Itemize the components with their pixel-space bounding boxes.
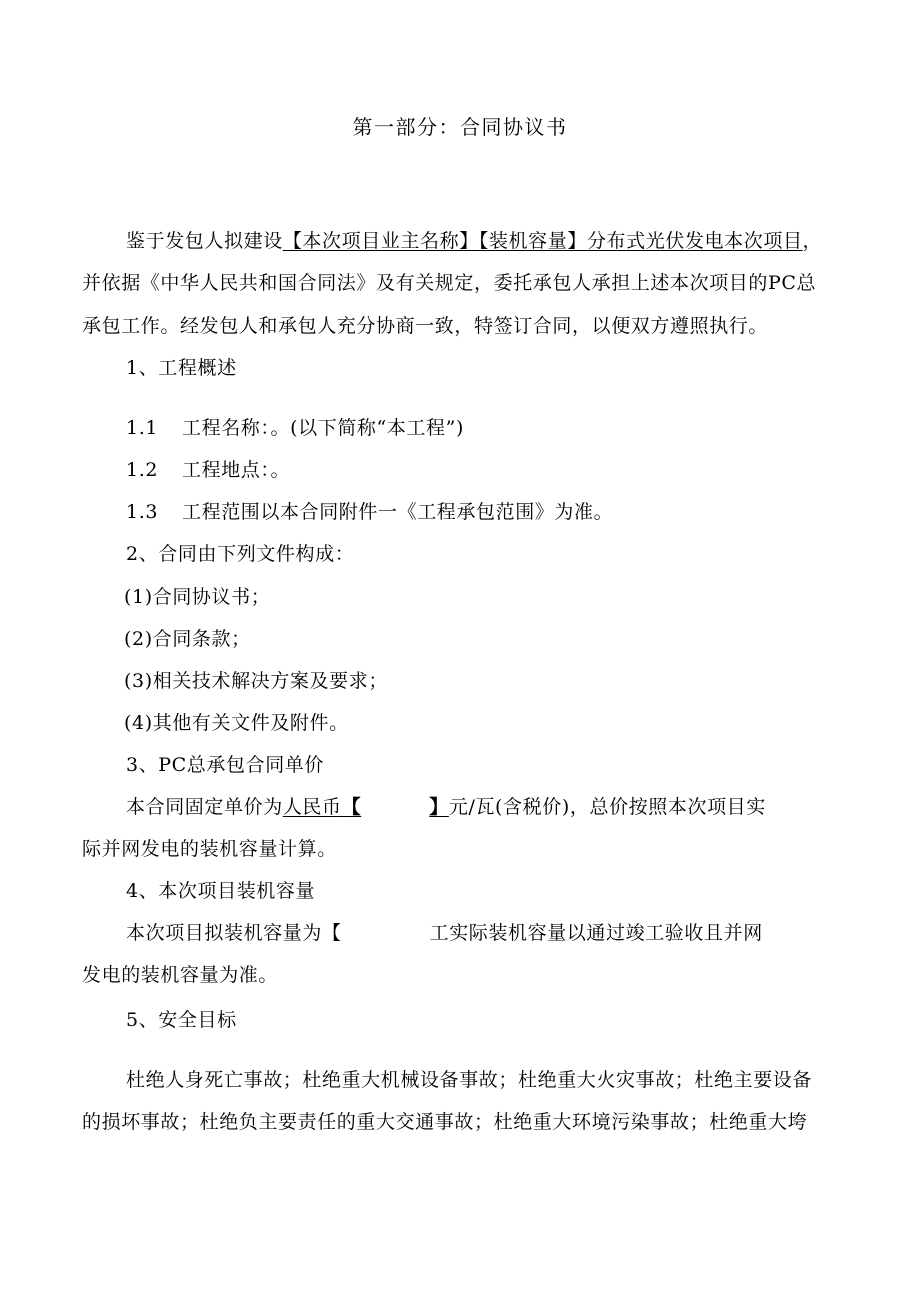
intro-project: 分布式光伏发电本次项目 bbox=[586, 230, 803, 252]
intro-line-1 bbox=[126, 229, 822, 253]
page-title: 第一部分：合同协议书 bbox=[352, 115, 568, 139]
intro-capacity: 【装机容量】 bbox=[478, 230, 587, 252]
price-prefix: 本合同固定单价为 bbox=[126, 796, 283, 818]
price-currency: 人民币【 】 bbox=[282, 796, 449, 818]
section-1-item bbox=[126, 458, 290, 482]
section-4-heading: 4、本次项目装机容量 bbox=[126, 880, 316, 902]
item-number: 1.2 bbox=[126, 459, 159, 481]
section-3-line-2: 际并网发电的装机容量计算。 bbox=[82, 838, 337, 860]
section-5-line-2: 的损坏事故；杜绝负主要责任的重大交通事故；杜绝重大环境污染事故；杜绝重大垮 bbox=[82, 1111, 808, 1133]
section-5-line-1: 杜绝人身死亡事故；杜绝重大机械设备事故；杜绝重大火灾事故；杜绝主要设备 bbox=[126, 1069, 813, 1091]
price-suffix: 元/瓦(含税价)，总价按照本次项目实 bbox=[448, 796, 766, 818]
intro-comma: ， bbox=[802, 230, 823, 252]
item-number: 1.1 bbox=[126, 417, 159, 439]
section-4-line-1 bbox=[126, 921, 763, 945]
intro-line-2: 并依据《中华人民共和国合同法》及有关规定，委托承包人承担上述本次项目的PC总 bbox=[82, 272, 817, 294]
item-number: 1.3 bbox=[126, 501, 159, 523]
section-4-line-2: 发电的装机容量为准。 bbox=[82, 964, 279, 986]
section-3-line-1 bbox=[126, 795, 766, 819]
section-2-item: (2)合同条款； bbox=[124, 628, 251, 650]
capacity-suffix: 工实际装机容量以通过竣工验收且并网 bbox=[429, 922, 763, 944]
section-1-item bbox=[126, 416, 464, 440]
item-text: 工程范围以本合同附件一《工程承包范围》为准。 bbox=[182, 501, 614, 523]
intro-owner-name: 【本次项目业主名称】 bbox=[282, 230, 479, 252]
section-2-item: (3)相关技术解决方案及要求； bbox=[124, 670, 388, 692]
intro-prefix: 鉴于发包人拟建设 bbox=[126, 230, 283, 252]
section-5-heading: 5、安全目标 bbox=[126, 1009, 237, 1031]
section-2-item: (4)其他有关文件及附件。 bbox=[124, 712, 349, 734]
section-2-heading: 2、合同由下列文件构成： bbox=[126, 543, 355, 565]
intro-line-3: 承包工作。经发包人和承包人充分协商一致，特签订合同，以便双方遵照执行。 bbox=[82, 315, 769, 337]
section-1-heading: 1、工程概述 bbox=[126, 357, 237, 379]
section-1-item bbox=[126, 500, 613, 524]
section-2-item: (1)合同协议书； bbox=[124, 586, 271, 608]
capacity-prefix: 本次项目拟装机容量为【 bbox=[126, 922, 342, 944]
item-text: 工程地点：。 bbox=[182, 459, 291, 481]
section-3-heading: 3、PC总承包合同单价 bbox=[126, 754, 325, 776]
item-text: 工程名称：。(以下简称“本工程”) bbox=[182, 417, 464, 439]
